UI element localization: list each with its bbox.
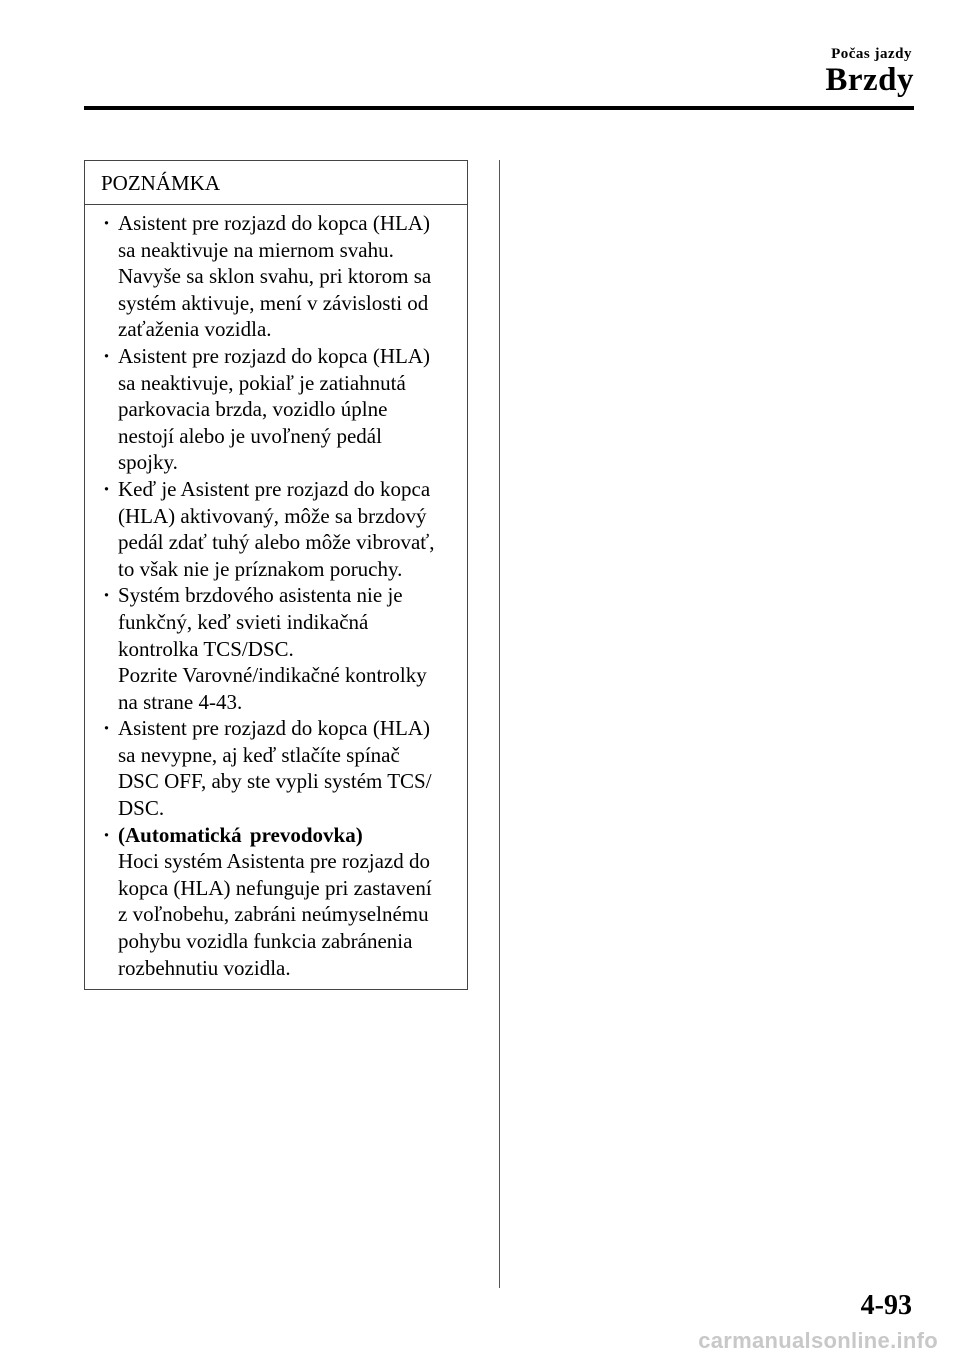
note-item-line: spojky. xyxy=(118,450,178,475)
bullet-icon: · xyxy=(103,343,111,368)
note-item-line: zaťaženia vozidla. xyxy=(118,317,272,342)
chapter-title: Brzdy xyxy=(825,62,914,98)
column-divider xyxy=(499,160,500,1288)
note-item-line: parkovacia brzda, vozidlo úplne xyxy=(118,397,388,422)
note-list-item xyxy=(103,822,450,982)
note-item-line: Keď je Asistent pre rozjazd do kopca xyxy=(118,476,431,501)
note-item-line: kopca (HLA) nefunguje pri zastavení xyxy=(118,875,432,900)
note-item-subheading: (Automatická prevodovka) xyxy=(118,822,363,847)
note-list-item xyxy=(103,343,450,476)
note-item-line: to však nie je príznakom poruchy. xyxy=(118,556,403,581)
note-item-line: Hoci systém Asistenta pre rozjazd do xyxy=(118,849,431,874)
note-item-line: Systém brzdového asistenta nie je xyxy=(118,583,403,608)
note-item-line: Asistent pre rozjazd do kopca (HLA) xyxy=(118,343,430,368)
watermark: carmanualsonline.info xyxy=(698,1328,938,1353)
note-list-item xyxy=(103,582,450,715)
note-heading: POZNÁMKA xyxy=(85,161,467,205)
note-item-line: Asistent pre rozjazd do kopca (HLA) xyxy=(118,211,430,235)
bullet-icon: · xyxy=(103,716,111,741)
note-item-line: DSC OFF, aby ste vypli systém TCS/ xyxy=(118,769,432,794)
note-list-item xyxy=(103,210,450,343)
bullet-icon: · xyxy=(103,476,111,501)
note-item-line: nestojí alebo je uvoľnený pedál xyxy=(118,423,382,448)
note-item-line: systém aktivuje, mení v závislosti od xyxy=(118,290,429,315)
bullet-icon: · xyxy=(103,583,111,608)
note-item-line: na strane 4-43. xyxy=(118,689,243,714)
note-item-line: pedál zdať tuhý alebo môže vibrovať, xyxy=(118,530,435,555)
note-item-line: DSC. xyxy=(118,796,165,821)
note-item-line: pohybu vozidla funkcia zabránenia xyxy=(118,929,413,954)
note-item-line: Pozrite Varovné/indikačné kontrolky xyxy=(118,663,427,688)
note-item-line: sa nevypne, aj keď stlačíte spínač xyxy=(118,742,400,767)
note-item-line: sa neaktivuje, pokiaľ je zatiahnutá xyxy=(118,370,406,395)
page-number: 4-93 xyxy=(860,1290,912,1321)
note-list-item xyxy=(103,715,450,821)
note-item-line: kontrolka TCS/DSC. xyxy=(118,636,294,661)
header-rule xyxy=(84,106,914,110)
note-list-item xyxy=(103,476,450,582)
note-box xyxy=(84,160,468,990)
note-item-line: Navyše sa sklon svahu, pri ktorom sa xyxy=(118,264,432,289)
bullet-icon: · xyxy=(103,211,111,235)
note-item-line: rozbehnutiu vozidla. xyxy=(118,955,291,980)
note-item-line: z voľnobehu, zabráni neúmyselnému xyxy=(118,902,429,927)
bullet-icon: · xyxy=(103,822,111,847)
note-item-line: Asistent pre rozjazd do kopca (HLA) xyxy=(118,716,430,741)
note-item-line: sa neaktivuje na miernom svahu. xyxy=(118,237,394,262)
section-label: Počas jazdy xyxy=(831,46,912,62)
note-item-line: (HLA) aktivovaný, môže sa brzdový xyxy=(118,503,427,528)
note-list xyxy=(85,210,467,981)
note-item-line: funkčný, keď svieti indikačná xyxy=(118,609,369,634)
